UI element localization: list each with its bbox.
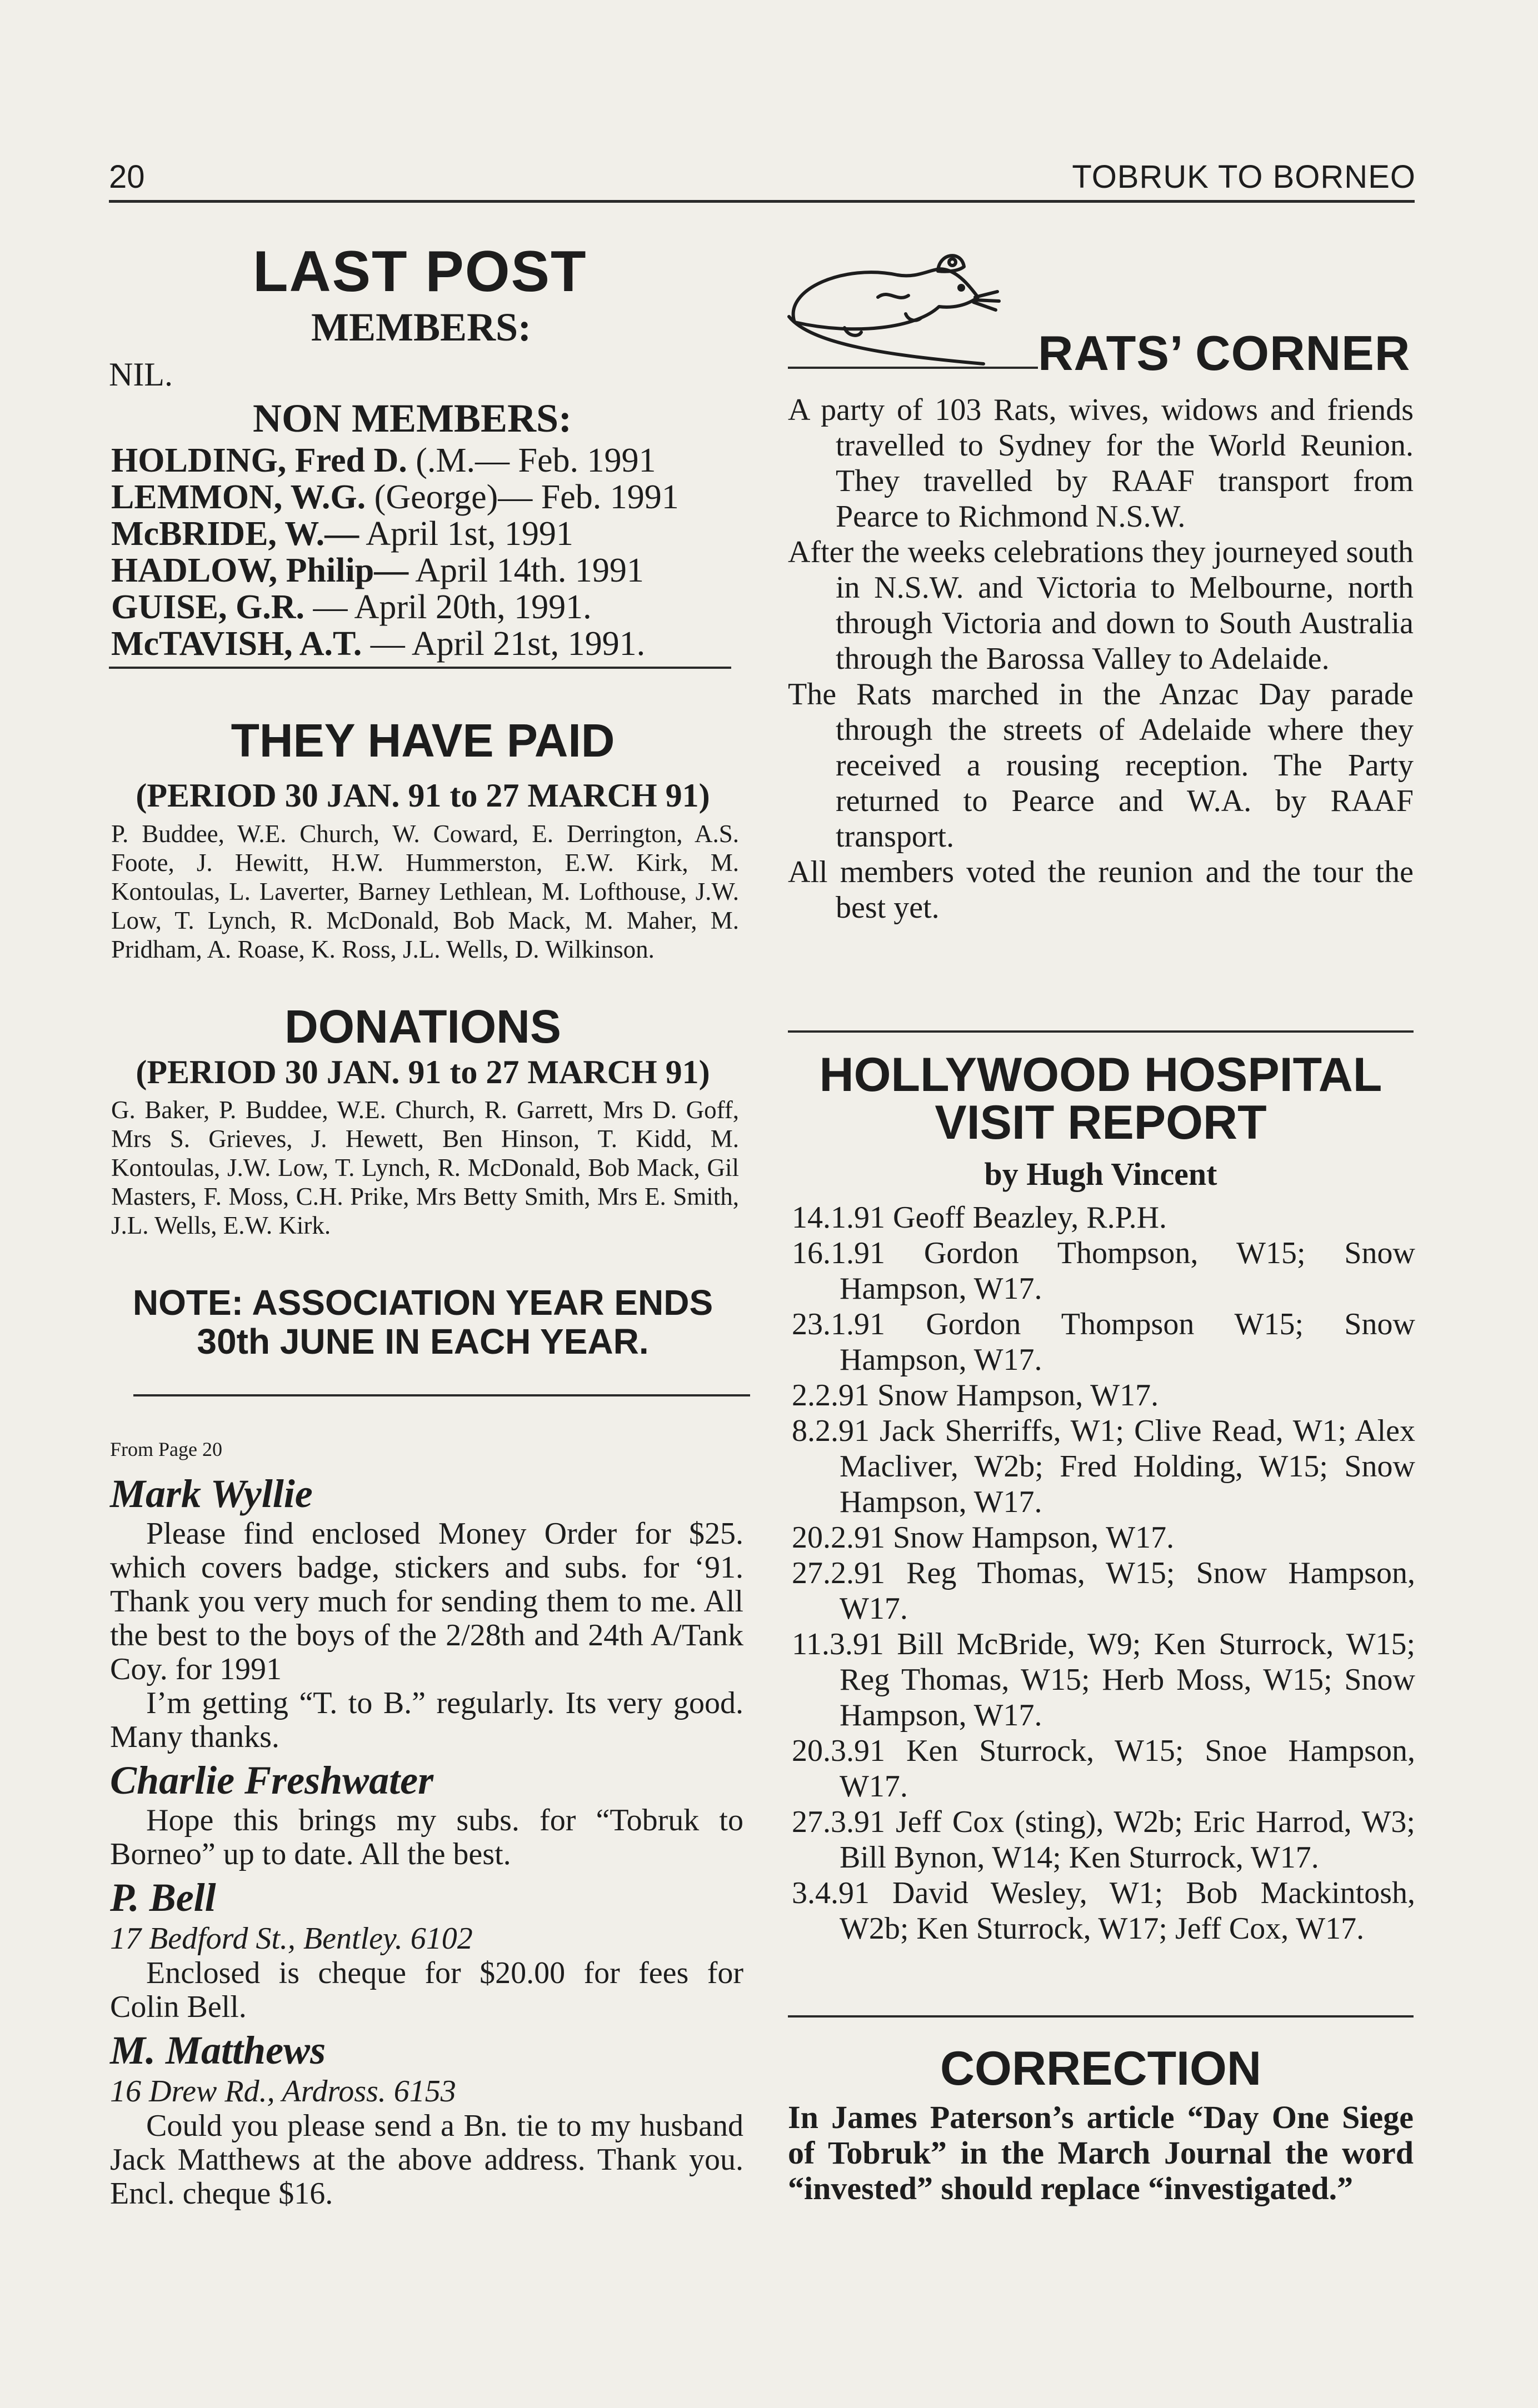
obituary-entry: McTAVISH, A.T. — April 21st, 1991. (111, 625, 646, 663)
visit-entry: 27.2.91 Reg Thomas, W15; Snow Hampson, W17. (792, 1556, 1415, 1626)
obituary-entry: LEMMON, W.G. (George)— Feb. 1991 (111, 478, 679, 516)
association-note: NOTE: ASSOCIATION YEAR ENDS 30th JUNE IN EACH YEAR. (132, 1283, 713, 1361)
members-heading: MEMBERS: (311, 305, 531, 349)
obituary-entry: McBRIDE, W.— April 1st, 1991 (111, 515, 573, 553)
letter-body: Please find enclosed Money Order for $25. which covers badge, stickers and subs. for ‘91. Thank you very much for sending them to me. All the best to the boys of the 2/28th and 24th A/Tank Coy. for 1991 I’m getting “T. to B.” regularly. Its very good. Many thanks. (110, 1516, 743, 1754)
paid-names: P. Buddee, W.E. Church, W. Coward, E. Derrington, A.S. Foote, J. Hewitt, H.W. Hummerston, E.W. Kirk, M. Kontoulas, L. Laverter, Barney Lethlean, M. Lofthouse, J.W. Low, T. Lynch, R. McDonald, Bob Mack, M. Maher, M. Pridham, A. Roase, K. Ross, J.L. Wells, D. Wilkinson. (111, 820, 739, 963)
obituary-entry: HOLDING, Fred D. (.M.— Feb. 1991 (111, 442, 656, 479)
rats-paragraph: All members voted the reunion and the tour the best yet. (788, 855, 1414, 925)
visit-entry: 8.2.91 Jack Sherriffs, W1; Clive Read, W1; Alex Macliver, W2b; Fred Holding, W15; Snow Hampson, W17. (792, 1414, 1415, 1519)
obituary-entry: GUISE, G.R. — April 20th, 1991. (111, 588, 592, 626)
members-text: NIL. (109, 356, 173, 393)
donations-period: (PERIOD 30 JAN. 91 to 27 MARCH 91) (136, 1054, 710, 1090)
hospital-heading: HOLLYWOOD HOSPITAL VISIT REPORT (819, 1048, 1382, 1149)
letter-body: Enclosed is cheque for $20.00 for fees for Colin Bell. (110, 1956, 743, 2024)
donations-heading: DONATIONS (284, 1000, 561, 1053)
rat-icon (778, 244, 1011, 372)
section-divider (133, 1394, 750, 1396)
visit-entry: 16.1.91 Gordon Thompson, W15; Snow Hampson, W17. (792, 1236, 1415, 1306)
header-rule (109, 200, 1415, 203)
rats-paragraph: After the weeks celebrations they journeyed south in N.S.W. and Victoria to Melbourne, north through Victoria and down to South Australia through the Barossa Valley to Adelaide. (788, 535, 1414, 676)
obituary-entry: HADLOW, Philip— April 14th. 1991 (111, 552, 644, 589)
letter-sender: M. Matthews (110, 2028, 326, 2072)
rats-paragraph: A party of 103 Rats, wives, widows and friends travelled to Sydney for the World Reunion. They travelled by RAAF transport from Pearce to Richmond N.S.W. (788, 393, 1414, 534)
section-divider (788, 2015, 1414, 2017)
visit-entry: 2.2.91 Snow Hampson, W17. (792, 1378, 1159, 1413)
obituary-list (111, 442, 728, 662)
hospital-visit-list (792, 1200, 1415, 1946)
correction-heading: CORRECTION (940, 2042, 1262, 2095)
last-post-heading: LAST POST (253, 239, 587, 304)
letter-address: 17 Bedford St., Bentley. 6102 (110, 1921, 473, 1956)
hospital-byline: by Hugh Vincent (984, 1156, 1217, 1192)
section-divider (788, 1030, 1414, 1033)
visit-entry: 11.3.91 Bill McBride, W9; Ken Sturrock, W15; Reg Thomas, W15; Herb Moss, W15; Snow Hampson, W17. (792, 1627, 1415, 1733)
visit-entry: 23.1.91 Gordon Thompson W15; Snow Hampson, W17. (792, 1307, 1415, 1377)
correction-text: In James Paterson’s article “Day One Siege of Tobruk” in the March Journal the word “invested” should replace “investigated.” (788, 2099, 1414, 2206)
running-head: TOBRUK TO BORNEO (1072, 159, 1416, 195)
letter-sender: P. Bell (110, 1875, 216, 1920)
page-number: 20 (109, 159, 145, 195)
they-have-paid-heading: THEY HAVE PAID (231, 714, 615, 767)
rats-paragraph: The Rats marched in the Anzac Day parade through the streets of Adelaide where they received a rousing reception. The Party returned to Pearce and W.A. by RAAF transport. (788, 677, 1414, 854)
rats-corner-heading: RATS’ CORNER (1038, 326, 1411, 381)
letter-sender: Charlie Freshwater (110, 1758, 434, 1803)
rats-corner-text (788, 392, 1414, 925)
visit-entry: 3.4.91 David Wesley, W1; Bob Mackintosh, W2b; Ken Sturrock, W17; Jeff Cox, W17. (792, 1876, 1415, 1946)
letter-sender: Mark Wyllie (110, 1471, 313, 1516)
visit-entry: 20.2.91 Snow Hampson, W17. (792, 1520, 1175, 1555)
letter-body: Could you please send a Bn. tie to my husband Jack Matthews at the above address. Thank you. Encl. cheque $16. (110, 2109, 743, 2211)
letters-section (110, 1471, 743, 2211)
visit-entry: 20.3.91 Ken Sturrock, W15; Snoe Hampson, W17. (792, 1734, 1415, 1804)
continued-from: From Page 20 (110, 1438, 222, 1460)
letter-body: Hope this brings my subs. for “Tobruk to Borneo” up to date. All the best. (110, 1803, 743, 1871)
letter-address: 16 Drew Rd., Ardross. 6153 (110, 2074, 456, 2109)
section-divider (109, 667, 731, 669)
paid-period: (PERIOD 30 JAN. 91 to 27 MARCH 91) (136, 777, 710, 814)
visit-entry: 27.3.91 Jeff Cox (sting), W2b; Eric Harrod, W3; Bill Bynon, W14; Ken Sturrock, W17. (792, 1805, 1415, 1875)
non-members-heading: NON MEMBERS: (253, 396, 572, 440)
rats-heading-rule (788, 367, 1038, 369)
visit-entry: 14.1.91 Geoff Beazley, R.P.H. (792, 1200, 1167, 1235)
donations-names: G. Baker, P. Buddee, W.E. Church, R. Garrett, Mrs D. Goff, Mrs S. Grieves, J. Hewett, Ben Hinson, T. Kidd, M. Kontoulas, J.W. Low, T. Lynch, R. McDonald, Bob Mack, Gil Masters, F. Moss, C.H. Prike, Mrs Betty Smith, Mrs E. Smith, J.L. Wells, E.W. Kirk. (111, 1096, 739, 1239)
